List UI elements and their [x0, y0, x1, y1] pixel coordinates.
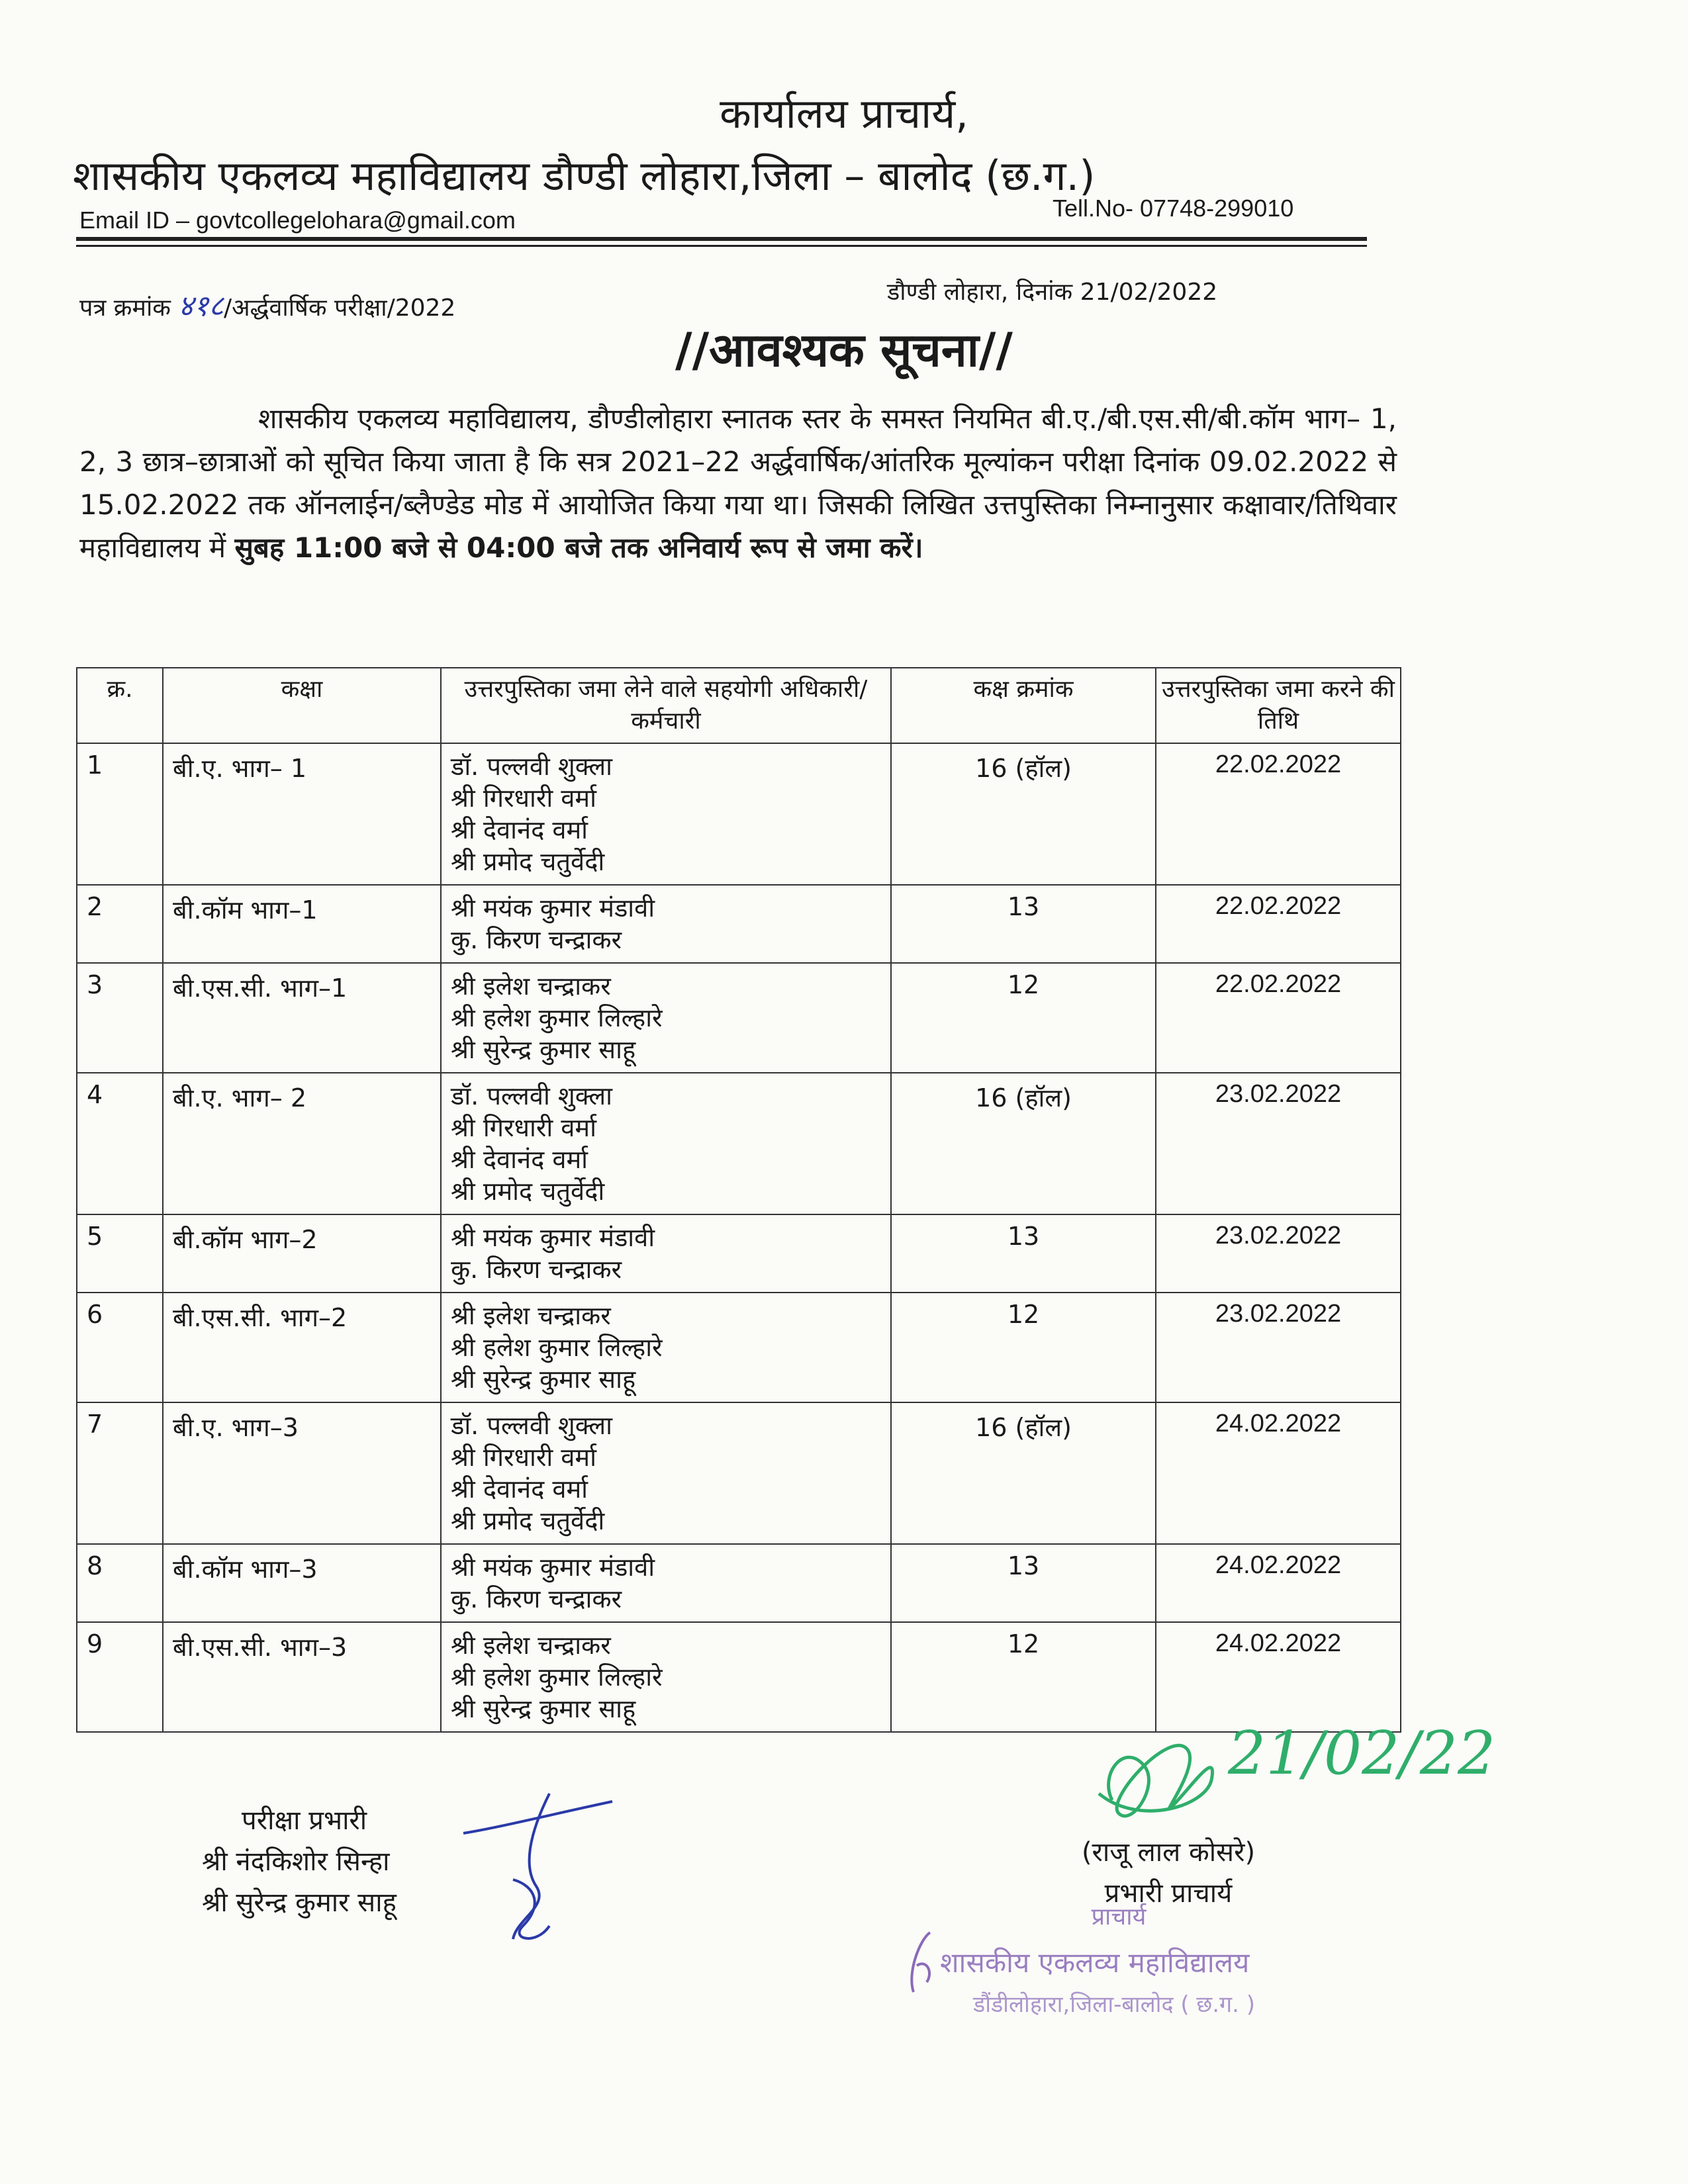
staff-name: श्री सुरेन्द्र कुमार साहू — [451, 1694, 636, 1723]
row-date: 23.02.2022 — [1156, 1214, 1401, 1293]
row-room: 16 (हॉल) — [891, 1073, 1156, 1214]
row-room: 13 — [891, 1214, 1156, 1293]
row-class: बी.एस.सी. भाग–3 — [163, 1622, 441, 1732]
staff-name: डॉ. पल्लवी शुक्ला — [451, 752, 613, 781]
staff-name: श्री सुरेन्द्र कुमार साहू — [451, 1035, 636, 1064]
row-date: 24.02.2022 — [1156, 1402, 1401, 1544]
row-class: बी.एस.सी. भाग–1 — [163, 963, 441, 1073]
staff-name: श्री इलेश चन्द्राकर — [451, 1631, 611, 1660]
row-staff — [441, 885, 891, 963]
header-class: कक्षा — [163, 668, 441, 743]
principal-block — [1043, 1832, 1294, 1914]
table-row — [77, 963, 1401, 1073]
table-row — [77, 1073, 1401, 1214]
exam-incharge-1: श्री नंदकिशोर सिन्हा — [202, 1846, 390, 1877]
row-staff — [441, 1622, 891, 1732]
row-room: 12 — [891, 1622, 1156, 1732]
letter-ref-number: ४१८ — [178, 289, 224, 323]
table-body — [77, 743, 1401, 1732]
staff-name: श्री इलेश चन्द्राकर — [451, 972, 611, 1001]
table-row — [77, 885, 1401, 963]
row-staff — [441, 1544, 891, 1622]
row-room: 12 — [891, 1293, 1156, 1402]
row-class: बी.ए. भाग– 2 — [163, 1073, 441, 1214]
table-row — [77, 1214, 1401, 1293]
row-staff — [441, 1073, 891, 1214]
table-row — [77, 743, 1401, 885]
college-heading: शासकीय एकलव्य महाविद्यालय डौण्डी लोहारा,जिला – बालोद (छ.ग.) — [73, 152, 1096, 200]
row-room: 12 — [891, 963, 1156, 1073]
staff-name: श्री गिरधारी वर्मा — [451, 1113, 596, 1142]
header-serial: क्र. — [77, 668, 163, 743]
row-class: बी.ए. भाग–3 — [163, 1402, 441, 1544]
stamp-line-2: शासकीय एकलव्य महाविद्यालय — [940, 1946, 1250, 1979]
row-staff — [441, 963, 891, 1073]
stamp-line-3: डौंडीलोहारा,जिला-बालोद ( छ.ग. ) — [973, 1991, 1256, 2018]
exam-incharge-title: परीक्षा प्रभारी — [242, 1805, 367, 1836]
row-date: 23.02.2022 — [1156, 1073, 1401, 1214]
header-rule-thick — [76, 237, 1367, 241]
table-header-row — [77, 668, 1401, 743]
staff-name: श्री देवानंद वर्मा — [451, 1475, 588, 1504]
row-serial: 6 — [77, 1293, 163, 1402]
staff-name: श्री हलेश कुमार लिल्हारे — [451, 1662, 663, 1692]
row-serial: 3 — [77, 963, 163, 1073]
staff-name: डॉ. पल्लवी शुक्ला — [451, 1081, 613, 1111]
staff-name: श्री सुरेन्द्र कुमार साहू — [451, 1365, 636, 1394]
staff-name: श्री मयंक कुमार मंडावी — [451, 1553, 655, 1582]
staff-name: कु. किरण चन्द्राकर — [451, 1255, 622, 1284]
header-date: उत्तरपुस्तिका जमा करने की तिथि — [1156, 668, 1401, 743]
principal-signature-date: 21/02/22 — [1228, 1719, 1496, 1788]
staff-name: श्री प्रमोद चतुर्वेदी — [451, 1177, 605, 1206]
row-room: 16 (हॉल) — [891, 743, 1156, 885]
row-serial: 2 — [77, 885, 163, 963]
staff-name: श्री प्रमोद चतुर्वेदी — [451, 1506, 605, 1535]
email-id: Email ID – govtcollegelohara@gmail.com — [79, 206, 516, 234]
row-room: 13 — [891, 1544, 1156, 1622]
staff-name: कु. किरण चन्द्राकर — [451, 1584, 622, 1614]
row-class: बी.कॉम भाग–1 — [163, 885, 441, 963]
staff-name: डॉ. पल्लवी शुक्ला — [451, 1411, 613, 1440]
letter-ref-prefix: पत्र क्रमांक — [79, 295, 179, 322]
staff-name: श्री प्रमोद चतुर्वेदी — [451, 847, 605, 876]
row-date: 23.02.2022 — [1156, 1293, 1401, 1402]
row-serial: 5 — [77, 1214, 163, 1293]
staff-name: श्री मयंक कुमार मंडावी — [451, 1223, 655, 1252]
staff-name: श्री देवानंद वर्मा — [451, 1145, 588, 1174]
exam-incharge-signature — [450, 1787, 622, 1959]
staff-name: श्री देवानंद वर्मा — [451, 815, 588, 844]
header-room: कक्ष क्रमांक — [891, 668, 1156, 743]
staff-name: श्री मयंक कुमार मंडावी — [451, 893, 655, 923]
row-class: बी.कॉम भाग–2 — [163, 1214, 441, 1293]
row-serial: 8 — [77, 1544, 163, 1622]
exam-incharge-2: श्री सुरेन्द्र कुमार साहू — [202, 1888, 397, 1918]
row-class: बी.कॉम भाग–3 — [163, 1544, 441, 1622]
header-rule-thin — [76, 245, 1367, 247]
principal-name: (राजू लाल कोसरे) — [1081, 1837, 1256, 1868]
row-class: बी.ए. भाग– 1 — [163, 743, 441, 885]
notice-body-bold: सुबह 11:00 बजे से 04:00 बजे तक अनिवार्य रूप से जमा करें। — [234, 531, 923, 564]
table-row — [77, 1544, 1401, 1622]
header-staff: उत्तरपुस्तिका जमा लेने वाले सहयोगी अधिकारी/कर्मचारी — [441, 668, 891, 743]
row-staff — [441, 1402, 891, 1544]
letter-ref-suffix: /अर्द्धवार्षिक परीक्षा/2022 — [224, 295, 456, 322]
submission-schedule-table — [76, 667, 1401, 1733]
principal-title: प्रभारी प्राचार्य — [1104, 1878, 1233, 1909]
row-room: 16 (हॉल) — [891, 1402, 1156, 1544]
row-date: 24.02.2022 — [1156, 1544, 1401, 1622]
letter-dateline: डौण्डी लोहारा, दिनांक 21/02/2022 — [887, 279, 1218, 306]
row-date: 22.02.2022 — [1156, 885, 1401, 963]
office-heading: कार्यालय प्राचार्य, — [720, 89, 968, 138]
principal-signature — [1059, 1694, 1496, 1846]
row-date: 22.02.2022 — [1156, 963, 1401, 1073]
staff-name: श्री हलेश कुमार लिल्हारे — [451, 1003, 663, 1032]
notice-body — [79, 397, 1397, 569]
row-staff — [441, 743, 891, 885]
staff-name: कु. किरण चन्द्राकर — [451, 925, 622, 954]
staff-name: श्री गिरधारी वर्मा — [451, 1443, 596, 1472]
stamp-line-1: प्राचार्य — [1091, 1903, 1147, 1931]
row-serial: 1 — [77, 743, 163, 885]
row-serial: 9 — [77, 1622, 163, 1732]
row-serial: 4 — [77, 1073, 163, 1214]
row-date: 22.02.2022 — [1156, 743, 1401, 885]
row-date: 24.02.2022 — [1156, 1622, 1401, 1732]
row-serial: 7 — [77, 1402, 163, 1544]
table-row — [77, 1402, 1401, 1544]
college-stamp — [900, 1903, 1364, 2038]
telephone-number: Tell.No- 07748-299010 — [1053, 195, 1294, 222]
row-staff — [441, 1214, 891, 1293]
row-class: बी.एस.सी. भाग–2 — [163, 1293, 441, 1402]
table-row — [77, 1293, 1401, 1402]
exam-incharge-block — [202, 1800, 397, 1923]
notice-body-text: शासकीय एकलव्य महाविद्यालय, डौण्डीलोहारा स्नातक स्तर के समस्त नियमित बी.ए./बी.एस.सी/बी.कॉम भाग– 1, 2, 3 छात्र–छात्राओं को सूचित किया जाता है कि सत्र 2021–22 अर्द्धवार्षिक/आंतरिक मूल्यांकन परीक्षा दिनांक 09.02.2022 से 15.02.2022 तक ऑनलाईन/ब्लैण्डेड मोड में आयोजित किया गया था। जिसकी लिखित उत्तपुस्तिका निम्नानुसार कक्षावार/तिथिवार महाविद्यालय में — [79, 402, 1397, 564]
staff-name: श्री हलेश कुमार लिल्हारे — [451, 1333, 663, 1362]
notice-title: //आवश्यक सूचना// — [675, 323, 1013, 377]
staff-name: श्री इलेश चन्द्राकर — [451, 1301, 611, 1330]
staff-name: श्री गिरधारी वर्मा — [451, 784, 596, 813]
row-room: 13 — [891, 885, 1156, 963]
row-staff — [441, 1293, 891, 1402]
